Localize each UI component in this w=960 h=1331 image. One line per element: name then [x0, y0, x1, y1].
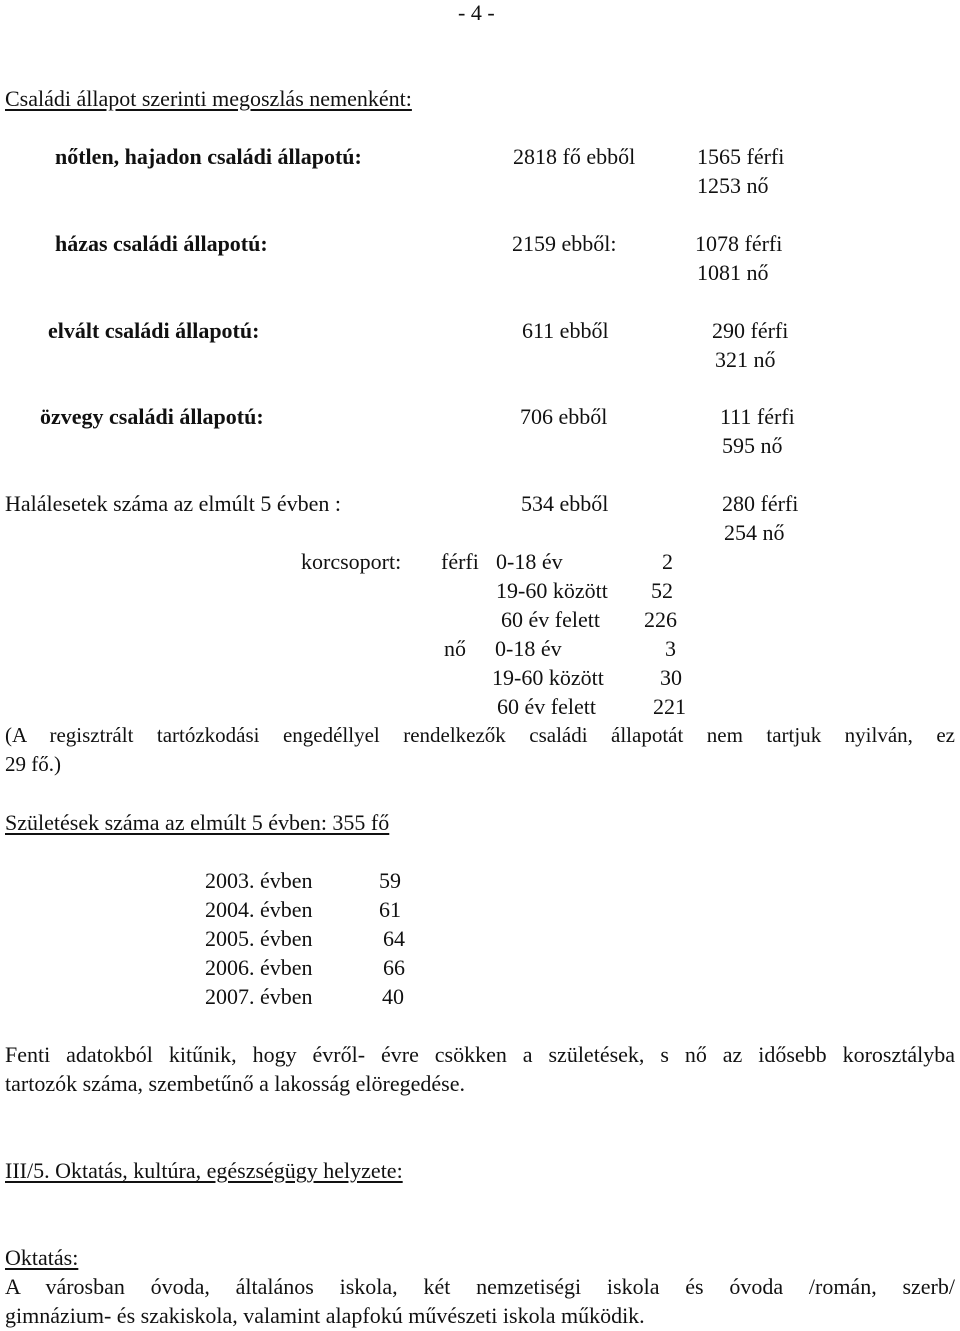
family-row-male: 1565 férfi [697, 144, 785, 169]
family-row-female: 321 nő [715, 347, 776, 372]
conclusion-line: Fenti adatokból kitűnik, hogy évről- évre csökken a születések, s nő az idősebb korosztályba [5, 1042, 955, 1067]
birth-year: 2005. évben [205, 926, 313, 951]
age-group-female-label: nő [444, 636, 466, 661]
family-row-total: 2818 fő ebből [513, 144, 636, 169]
age-range: 60 év felett [497, 694, 596, 719]
family-row-female: 595 nő [722, 433, 783, 458]
age-range: 19-60 között [492, 665, 604, 690]
note-line: 29 fő.) [5, 752, 61, 776]
age-group-label: korcsoport: [301, 549, 402, 574]
birth-value: 64 [383, 926, 405, 951]
conclusion-line: tartozók száma, szembetűnő a lakosság elöregedése. [5, 1071, 465, 1096]
age-group-male-label: férfi [441, 549, 479, 574]
education-line: A városban óvoda, általános iskola, két nemzetiségi iskola és óvoda /román, szerb/ [5, 1274, 955, 1299]
family-row-total: 2159 ebből: [512, 231, 617, 256]
birth-value: 40 [382, 984, 404, 1009]
age-value: 2 [662, 549, 673, 574]
page-number: - 4 - [458, 0, 495, 25]
note-line: (A regisztrált tartózkodási engedéllyel rendelkezők családi állapotát nem tartjuk nyilván, ez [5, 723, 955, 747]
age-value: 30 [660, 665, 682, 690]
age-value: 226 [644, 607, 677, 632]
family-row-label: elvált családi állapotú: [48, 318, 260, 343]
education-line: gimnázium- és szakiskola, valamint alapfokú művészeti iskola működik. [5, 1303, 645, 1328]
age-range: 19-60 között [496, 578, 608, 603]
birth-year: 2003. évben [205, 868, 313, 893]
family-row-male: 1078 férfi [695, 231, 783, 256]
age-range: 0-18 év [496, 549, 563, 574]
deaths-female: 254 nő [724, 520, 785, 545]
birth-value: 61 [379, 897, 401, 922]
deaths-label: Halálesetek száma az elmúlt 5 évben : [5, 491, 341, 516]
family-row-label: özvegy családi állapotú: [40, 404, 264, 429]
family-row-female: 1253 nő [697, 173, 769, 198]
family-row-label: házas családi állapotú: [55, 231, 268, 256]
age-value: 221 [653, 694, 686, 719]
birth-year: 2004. évben [205, 897, 313, 922]
age-range: 60 év felett [501, 607, 600, 632]
family-row-male: 111 férfi [720, 404, 795, 429]
family-status-heading: Családi állapot szerinti megoszlás nemenként: [5, 86, 412, 111]
education-heading: Oktatás: [5, 1245, 79, 1270]
family-row-total: 706 ebből [520, 404, 608, 429]
age-value: 3 [665, 636, 676, 661]
birth-value: 66 [383, 955, 405, 980]
births-heading: Születések száma az elmúlt 5 évben: 355 fő [5, 810, 390, 835]
birth-year: 2007. évben [205, 984, 313, 1009]
age-value: 52 [651, 578, 673, 603]
age-range: 0-18 év [495, 636, 562, 661]
family-row-total: 611 ebből [522, 318, 609, 343]
birth-value: 59 [379, 868, 401, 893]
deaths-total: 534 ebből [521, 491, 609, 516]
family-row-label: nőtlen, hajadon családi állapotú: [55, 144, 362, 169]
section-heading: III/5. Oktatás, kultúra, egészségügy helyzete: [5, 1158, 403, 1183]
birth-year: 2006. évben [205, 955, 313, 980]
deaths-male: 280 férfi [722, 491, 799, 516]
family-row-male: 290 férfi [712, 318, 789, 343]
family-row-female: 1081 nő [697, 260, 769, 285]
